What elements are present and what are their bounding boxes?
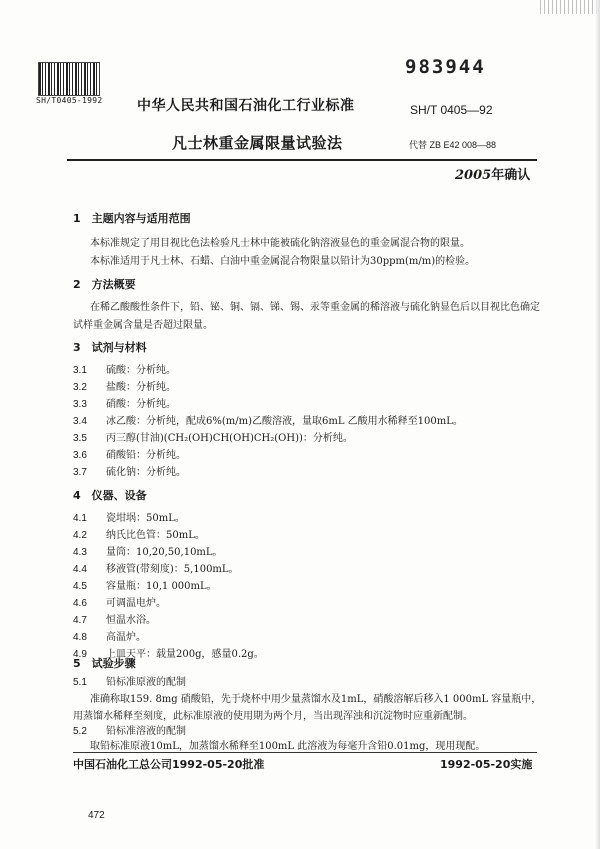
section-1-heading: 1 主题内容与适用范围 xyxy=(73,212,191,225)
item-number: 4.3 xyxy=(73,547,87,558)
item-number: 3.3 xyxy=(73,399,87,410)
list-item xyxy=(73,509,185,524)
item-text: 可调温电炉。 xyxy=(106,598,166,609)
page-number: 472 xyxy=(88,810,105,821)
issuing-organization: 中华人民共和国石油化工行业标准 xyxy=(137,98,355,114)
item-number: 4.5 xyxy=(73,581,87,592)
list-item xyxy=(73,628,146,643)
item-number: 4.4 xyxy=(73,564,87,575)
section-1-paragraph-2: 本标准适用于凡士林、石蜡、白油中重金属混合物限量以铅计为30ppm(m/m)的检验。 xyxy=(90,256,476,267)
item-number: 4.7 xyxy=(73,615,87,626)
item-text: 瓷坩埚：50mL。 xyxy=(106,513,185,524)
confirmation-stamp xyxy=(455,164,530,183)
effective-date: 1992-05-20实施 xyxy=(440,758,533,771)
item-text: 铅标准原液的配制 xyxy=(106,677,186,688)
list-item xyxy=(73,611,156,626)
item-text: 纳氏比色管：50mL。 xyxy=(106,530,205,541)
barcode-image xyxy=(38,62,100,96)
item-number: 4.2 xyxy=(73,530,87,541)
item-text: 冰乙酸：分析纯，配成6%(m/m)乙酸溶液，量取6mL 乙酸用水稀释至100mL。 xyxy=(106,416,463,427)
section-5-heading: 5 试验步骤 xyxy=(73,657,136,670)
list-item xyxy=(73,560,239,575)
scan-edge-shadow xyxy=(595,0,600,849)
item-text: 铅标准溶液的配制 xyxy=(106,726,186,737)
page-title: 凡士林重金属限量试验法 xyxy=(172,134,343,152)
item-number: 5.1 xyxy=(73,677,87,688)
list-item xyxy=(73,446,186,461)
document-number: 983944 xyxy=(405,56,486,78)
list-item xyxy=(73,577,217,592)
list-item xyxy=(73,526,205,541)
item-text: 硫化钠：分析纯。 xyxy=(106,467,186,478)
item-number: 5.2 xyxy=(73,726,87,737)
subsection-5-2-heading xyxy=(73,722,186,737)
list-item xyxy=(73,412,463,427)
item-number: 3.2 xyxy=(73,382,87,393)
item-number: 3.4 xyxy=(73,416,87,427)
item-number: 4.9 xyxy=(73,649,87,660)
subsection-5-2-paragraph-1: 取铅标准原液10mL，加蒸馏水稀释至100mL 此溶液为每毫升含铅0.01mg，现用现配。 xyxy=(90,741,486,752)
list-item xyxy=(73,395,176,410)
section-3-heading: 3 试剂与材料 xyxy=(73,341,147,354)
item-text: 量筒：10,20,50,10mL。 xyxy=(106,547,223,558)
item-text: 高温炉。 xyxy=(106,632,146,643)
item-number: 4.1 xyxy=(73,513,87,524)
scan-artifact xyxy=(540,0,600,14)
list-item xyxy=(73,463,186,478)
item-number: 3.1 xyxy=(73,365,87,376)
list-item xyxy=(73,429,353,444)
item-text: 容量瓶：10,1 000mL。 xyxy=(106,581,217,592)
header-divider xyxy=(67,159,537,161)
item-text: 移液管(带刻度)：5,100mL。 xyxy=(106,564,239,575)
section-2-paragraph-1: 在稀乙酸酸性条件下，铅、铋、铜、镉、锑、锡、汞等重金属的稀溶液与硫化钠显色后以目视比色确定 xyxy=(90,302,540,313)
confirmation-label: 年确认 xyxy=(491,168,531,183)
replaces-standard: 代替 ZB E42 008—88 xyxy=(409,140,497,150)
item-number: 3.6 xyxy=(73,450,87,461)
item-text: 丙三醇(甘油)(CH₂(OH)CH(OH)CH₂(OH))：分析纯。 xyxy=(106,433,353,444)
approval-date: 中国石油化工总公司1992-05-20批准 xyxy=(73,758,265,771)
item-number: 3.5 xyxy=(73,433,87,444)
confirmation-year: 2005 xyxy=(455,168,492,183)
subsection-5-1-paragraph-2: 用蒸馏水稀释至刻度，此标准原液的使用期为两个月，当出现浑浊和沉淀物时应重新配制。 xyxy=(73,711,473,722)
item-number: 3.7 xyxy=(73,467,87,478)
item-text: 硝酸：分析纯。 xyxy=(106,399,176,410)
subsection-5-1-paragraph-1: 准确称取159. 8mg 硝酸铅，先于烧杯中用少量蒸馏水及1mL，硝酸溶解后移入1 000mL 容量瓶中， xyxy=(90,694,542,705)
item-text: 上皿天平：载量200g，感量0.2g。 xyxy=(106,649,264,660)
list-item xyxy=(73,594,166,609)
item-text: 硝酸铅：分析纯。 xyxy=(106,450,186,461)
item-number: 4.6 xyxy=(73,598,87,609)
item-number: 4.8 xyxy=(73,632,87,643)
list-item xyxy=(73,361,176,376)
section-1-paragraph-1: 本标准规定了用目视比色法检验凡士林中能被硫化钠溶液显色的重金属混合物的限量。 xyxy=(90,238,470,249)
list-item xyxy=(73,543,223,558)
item-text: 恒温水浴。 xyxy=(106,615,156,626)
list-item xyxy=(73,378,176,393)
item-text: 硫酸：分析纯。 xyxy=(106,365,176,376)
section-4-heading: 4 仪器、设备 xyxy=(73,489,147,502)
standard-code: SH/T 0405—92 xyxy=(410,103,493,117)
barcode-caption: SH/T0405-1992 xyxy=(36,96,103,105)
item-text: 盐酸：分析纯。 xyxy=(106,382,176,393)
section-2-heading: 2 方法概要 xyxy=(73,278,136,291)
section-2-paragraph-2: 试样重金属含量是否超过限量。 xyxy=(73,320,213,331)
subsection-5-1-heading xyxy=(73,673,186,688)
footer-divider xyxy=(73,752,537,753)
